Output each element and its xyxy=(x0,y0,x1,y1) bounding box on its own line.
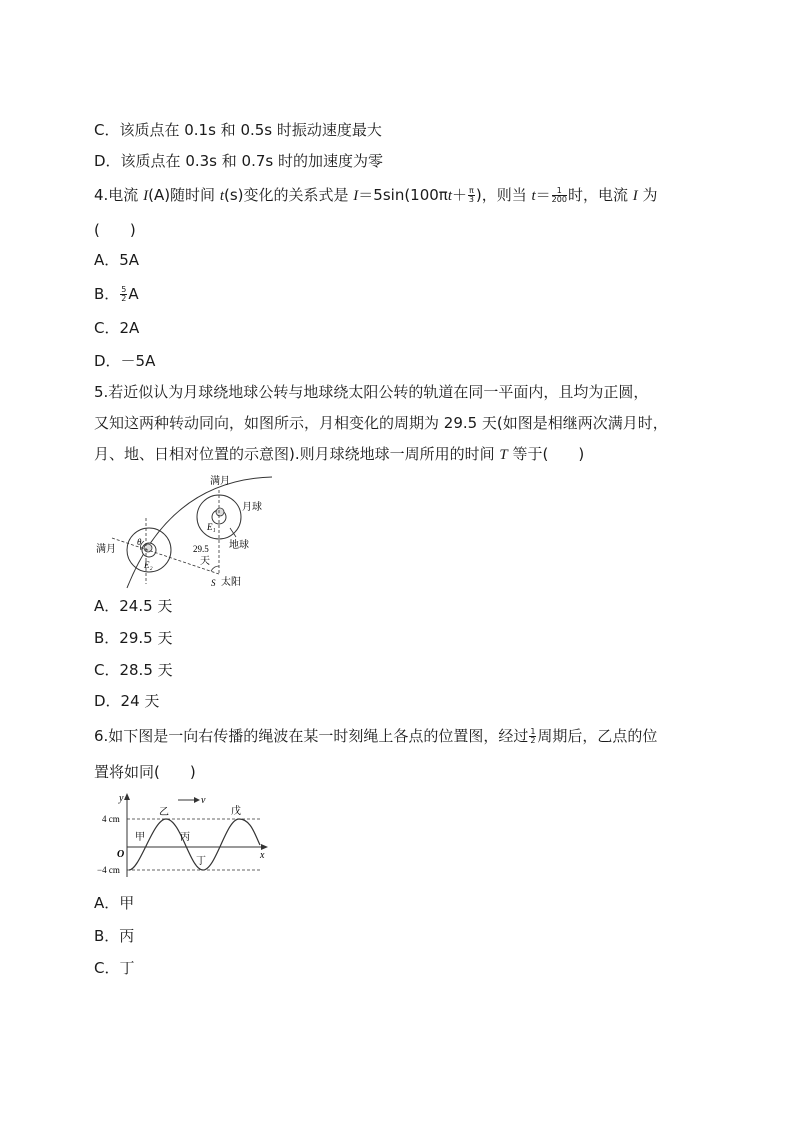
label-jia: 甲 xyxy=(135,832,145,843)
fraction-numerator: π xyxy=(469,186,474,195)
label-v: v xyxy=(201,795,206,806)
label-ding: 丁 xyxy=(196,856,206,867)
q4-answer-paren: ( ) xyxy=(94,221,136,239)
q4-ask-i: I xyxy=(632,188,638,204)
y-axis-arrow xyxy=(124,793,130,800)
q4-option-a: A．5A xyxy=(94,251,140,269)
fraction-denominator: 3 xyxy=(468,195,474,204)
label-e1: E₁ xyxy=(207,522,216,532)
fraction-denominator: 200 xyxy=(551,195,567,204)
q4-var-i: I xyxy=(143,188,149,204)
label-wu: 戊 xyxy=(231,806,241,817)
label-days-number: 29.5 xyxy=(193,544,209,554)
q4-eq-close: )，则当 xyxy=(475,186,532,204)
q6-option-a: A．甲 xyxy=(94,894,135,912)
fraction-numerator: 5 xyxy=(121,285,127,294)
q6-fraction xyxy=(529,728,536,745)
label-sun: 太阳 xyxy=(221,577,241,588)
q4-stem-text: 为 xyxy=(637,186,658,204)
option-label: B． xyxy=(94,285,120,303)
earth-orbit-arc xyxy=(127,477,272,588)
rope-wave xyxy=(129,819,260,870)
q6-stem-text: 6.如下图是一向右传播的绳波在某一时刻绳上各点的位置图，经过 xyxy=(94,727,529,745)
label-origin: O xyxy=(117,849,125,860)
q6-stem-line-1 xyxy=(94,725,657,747)
q5-option-c: C．28.5 天 xyxy=(94,661,173,679)
q4-stem-text: (s)变化的关系式是 xyxy=(224,186,354,204)
q5-stem-line-3 xyxy=(94,443,584,466)
q5-stem-line-1: 5.若近似认为月球绕地球公转与地球绕太阳公转的轨道在同一平面内，且均为正圆， xyxy=(94,383,649,401)
label-top-value: 4 cm xyxy=(102,814,120,824)
q5-option-d: D．24 天 xyxy=(94,692,160,710)
q6-option-c: C．丁 xyxy=(94,959,135,977)
q4-stem-text: 时，电流 xyxy=(567,186,633,204)
label-e2: E₂ xyxy=(144,560,153,570)
q3-option-c: C．该质点在 0.1s 和 0.5s 时振动速度最大 xyxy=(94,121,382,139)
q4-option-d: D．－5A xyxy=(94,352,156,370)
q6-option-b: B．丙 xyxy=(94,927,135,945)
q6-stem-line-2: 置将如同( ) xyxy=(94,763,196,781)
q4-stem-text: (A)随时间 xyxy=(148,186,220,204)
label-earth: 地球 xyxy=(229,540,249,551)
q6-wave-diagram xyxy=(94,788,274,882)
q4-t-fraction xyxy=(552,187,567,204)
fraction-numerator: 1 xyxy=(530,727,536,736)
label-bottom-value: −4 cm xyxy=(97,865,120,875)
q5-stem-line-2: 又知这两种转动同向，如图所示，月相变化的周期为 29.5 天(如图是相继两次满月时， xyxy=(94,414,668,432)
moon-top xyxy=(216,508,224,516)
label-bing: 丙 xyxy=(180,832,190,843)
label-yi: 乙 xyxy=(159,807,169,818)
q4-stem-text: 4.电流 xyxy=(94,186,144,204)
label-full-moon-top: 满月 xyxy=(210,476,230,487)
label-s: S xyxy=(211,578,216,588)
fraction-numerator: 1 xyxy=(552,187,567,196)
option-unit: A xyxy=(128,285,139,303)
fraction-denominator: 2 xyxy=(121,294,127,303)
fraction-denominator: 2 xyxy=(530,736,536,745)
q3-option-d: D．该质点在 0.3s 和 0.7s 时的加速度为零 xyxy=(94,152,383,170)
q4-option-b xyxy=(94,283,139,305)
label-days-unit: 天 xyxy=(200,556,210,567)
q5-stem-text: 等于( ) xyxy=(507,445,585,463)
angle-arc-sun xyxy=(211,566,219,571)
q4-var-t: t xyxy=(219,188,224,204)
q5-stem-text: 月、地、日相对位置的示意图).则月球绕地球一周所用的时间 xyxy=(94,445,500,463)
q5-option-b: B．29.5 天 xyxy=(94,629,173,647)
q6-stem-text: 周期后，乙点的位 xyxy=(537,727,658,745)
q4-option-b-fraction xyxy=(120,286,127,303)
label-theta: θ xyxy=(137,537,142,547)
q4-pi-fraction xyxy=(468,187,475,204)
label-x: x xyxy=(260,850,265,861)
q4-option-c: C．2A xyxy=(94,319,140,337)
q5-option-a: A．24.5 天 xyxy=(94,597,173,615)
q4-when-t: t xyxy=(531,188,536,204)
q4-eq-lhs: I xyxy=(353,188,359,204)
label-moon: 月球 xyxy=(242,502,262,513)
q4-stem xyxy=(94,184,658,207)
label-y: y xyxy=(119,793,124,804)
q5-var-t: T xyxy=(499,447,508,463)
q5-orbit-diagram xyxy=(94,470,274,590)
q4-eq: ＝5sin(100π xyxy=(358,186,448,204)
q4-eq-plus: ＋ xyxy=(452,186,468,204)
q4-eq-t: t xyxy=(447,188,453,204)
q4-when-eq: ＝ xyxy=(535,186,551,204)
velocity-arrowhead xyxy=(194,797,200,803)
label-full-moon-left: 满月 xyxy=(96,544,116,555)
